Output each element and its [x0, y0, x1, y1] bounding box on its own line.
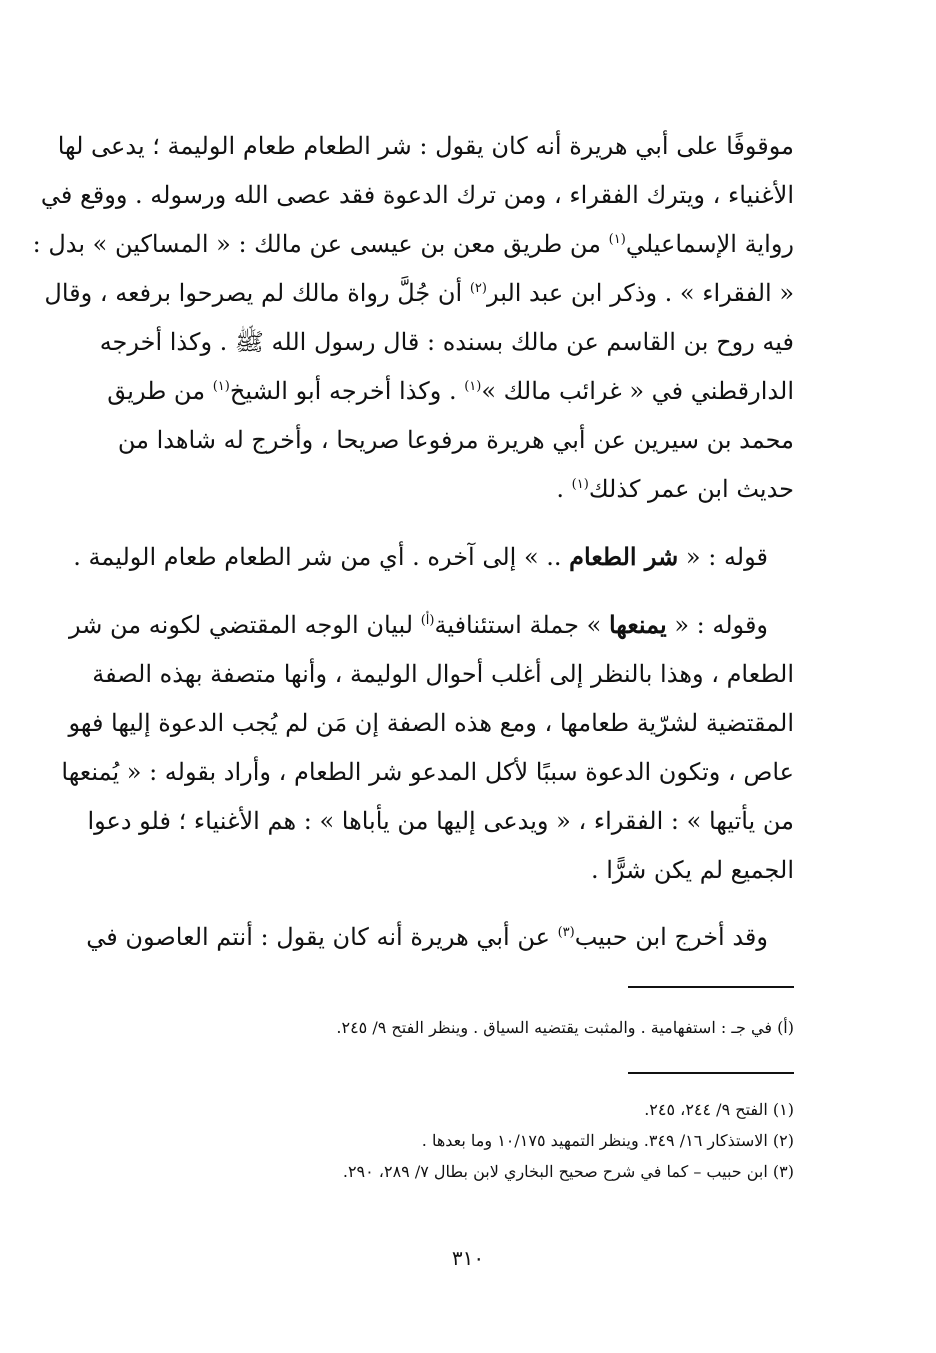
text-line: موقوفًا على أبي هريرة أنه كان يقول : شر الطعام طعام الوليمة ؛ يدعى لها [57, 132, 794, 160]
footnote-ref: (٢) [469, 281, 487, 296]
footnote-3: (٣) ابن حبيب – كما في شرح صحيح البخاري لابن بطال ٧/ ٢٨٩، ٢٩٠. [342, 1162, 794, 1181]
text-line [44, 269, 794, 318]
paragraph-3 [69, 600, 794, 650]
page-number: ٣١٠ [451, 1246, 485, 1270]
footnote-ref: (١) [571, 477, 589, 492]
paragraph-4 [86, 913, 794, 962]
footnote-ref: (١) [608, 232, 626, 247]
text-line: فيه روح بن القاسم عن مالك بسنده : قال رسول الله ﷺ . وكذا أخرجه [99, 328, 794, 356]
quoted-term: شر الطعام [569, 542, 679, 571]
text-run: . [556, 475, 572, 503]
text-line: الجميع لم يكن شرًّا . [590, 856, 794, 884]
text-line [32, 220, 794, 269]
text-run: « الفقراء » . وذكر ابن عبد البر [486, 279, 794, 307]
text-run: » جملة استئنافية [434, 611, 609, 639]
text-run: وقوله : « [666, 611, 768, 639]
text-run: من طريق [107, 377, 213, 405]
text-line [73, 532, 794, 582]
text-run: حديث ابن عمر كذلك [588, 475, 794, 503]
text-line: عاص ، وتكون الدعوة سببًا لأكل المدعو شر الطعام ، وأراد بقوله : « يُمنعها [61, 758, 794, 786]
footnote-ref: (٣) [557, 925, 575, 940]
main-text [32, 122, 794, 962]
text-line [69, 600, 794, 650]
editor-footnotes [134, 1012, 794, 1043]
text-line: الطعام ، وهذا بالنظر إلى أغلب أحوال الوليمة ، وأنها متصفة بهذه الصفة [92, 660, 794, 688]
footnote-1: (١) الفتح ٩/ ٢٤٤، ٢٤٥. [644, 1100, 794, 1119]
footnote-ref: (١) [212, 379, 230, 394]
text-run: لبيان الوجه المقتضي لكونه من شر [69, 611, 421, 639]
text-run: الدارقطني في « غرائب مالك » [481, 377, 794, 405]
paragraph-2 [73, 532, 794, 582]
text-line: من يأتيها » : الفقراء ، « ويدعى إليها من يأباها » : هم الأغنياء ؛ فلو دعوا [87, 807, 794, 835]
footnote-letter-a: (أ) في جـ : استفهامية . والمثبت يقتضيه السياق . وينظر الفتح ٩/ ٢٤٥. [336, 1018, 794, 1037]
source-footnotes [134, 1094, 794, 1187]
footnote-2: (٢) الاستذكار ١٦/ ٣٤٩. وينظر التمهيد ١٠/١٧٥ وما بعدها . [421, 1131, 794, 1150]
paragraph-1 [32, 122, 794, 514]
paragraph-3-continued [61, 650, 794, 895]
text-run: قوله : « [678, 543, 768, 571]
text-run: . وكذا أخرجه أبو الشيخ [229, 377, 465, 405]
text-run: .. » إلى آخره . أي من شر الطعام طعام الوليمة . [73, 543, 570, 571]
footnote-divider [628, 1072, 794, 1074]
text-run: من طريق معن بن عيسى عن مالك : « المساكين » بدل : [32, 230, 609, 258]
footnote-ref: (١) [464, 379, 482, 394]
text-line [107, 367, 794, 416]
text-run: أن جُلَّ رواة مالك لم يصرحوا برفعه ، وقال [44, 279, 470, 307]
text-line: المقتضية لشرّية طعامها ، ومع هذه الصفة إن مَن لم يُجب الدعوة إليها فهو [68, 709, 794, 737]
text-line: محمد بن سيرين عن أبي هريرة مرفوعا صريحا ، وأخرج له شاهدا من [117, 426, 794, 454]
text-run: وقد أخرج ابن حبيب [574, 923, 768, 951]
text-run: عن أبي هريرة أنه كان يقول : أنتم العاصون في [86, 923, 558, 951]
text-line: الأغنياء ، ويترك الفقراء ، ومن ترك الدعوة فقد عصى الله ورسوله . ووقع في [40, 181, 794, 209]
footnote-ref: (أ) [420, 613, 435, 628]
footnote-divider [628, 986, 794, 988]
text-line [86, 913, 794, 962]
text-line [132, 465, 794, 514]
text-run: رواية الإسماعيلي [625, 230, 794, 258]
quoted-term: يمنعها [608, 610, 667, 639]
